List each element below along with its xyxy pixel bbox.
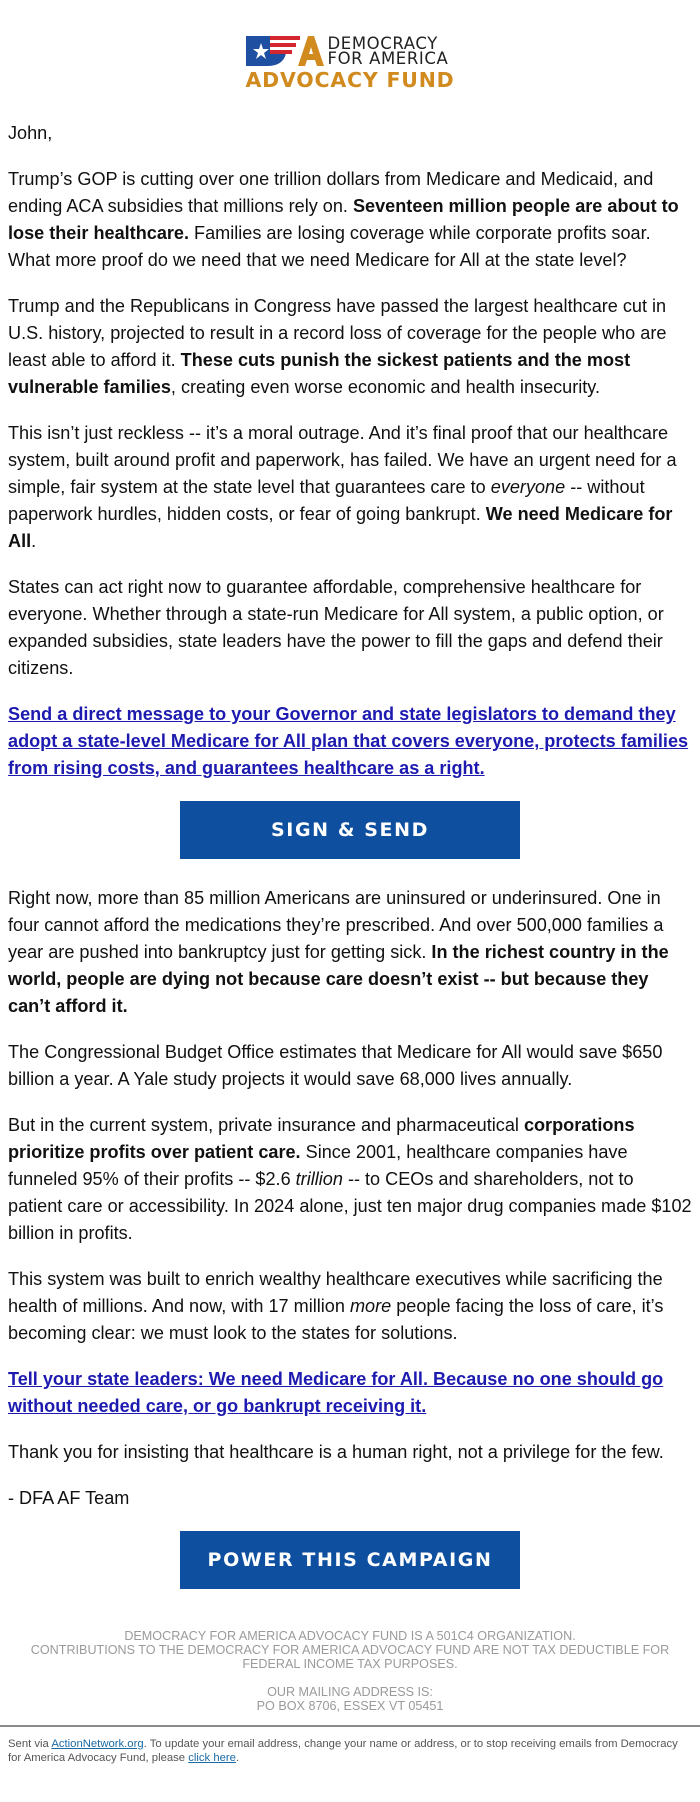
footer-legal: [0, 1629, 700, 1713]
tell-state-leaders-link[interactable]: Tell your state leaders: We need Medicare for All. Because no one should go without needed care, or go bankrupt receiving it.: [8, 1369, 664, 1416]
legal-not-deductible: CONTRIBUTIONS TO THE DEMOCRACY FOR AMERICA ADVOCACY FUND ARE NOT TAX DEDUCTIBLE FOR FEDERAL INCOME TAX PURPOSES.: [30, 1643, 670, 1671]
power-this-campaign-button[interactable]: POWER THIS CAMPAIGN: [180, 1531, 520, 1589]
bold-text: In the richest country in the world, people are dying not because care doesn’t exist -- but because they can’t afford it.: [8, 942, 669, 1016]
text: Since 2001, healthcare companies have funneled 95% of their profits -- $2.6: [8, 1142, 628, 1189]
text: , creating even worse economic and health insecurity.: [170, 377, 601, 397]
paragraph-corporations: [8, 1112, 692, 1247]
text: .: [31, 531, 37, 551]
bold-text: Seventeen million people are about to lose their healthcare.: [8, 196, 679, 243]
paragraph-states-can-act: States can act right now to guarantee affordable, comprehensive healthcare for everyone. Whether through a state-run Medicare for All system, a public option, or expanded subsidies, state leaders have the power to fill the gaps and defend their citizens.: [8, 577, 664, 678]
logo-line-for-america: FOR AMERICA: [327, 48, 449, 68]
text: Families are losing coverage while corporate profits soar. What more proof do we need that we need Medicare for All at the state level?: [8, 223, 651, 270]
mailing-address: PO BOX 8706, ESSEX VT 05451: [256, 1699, 444, 1713]
signature: - DFA AF Team: [8, 1488, 130, 1508]
bold-text: corporations prioritize profits over patient care.: [8, 1115, 635, 1162]
sign-and-send-button[interactable]: SIGN & SEND: [180, 801, 520, 859]
paragraph-thank-you: Thank you for insisting that healthcare is a human right, not a privilege for the few.: [8, 1442, 664, 1462]
italic-text: everyone: [490, 477, 566, 497]
actionnetwork-link[interactable]: ActionNetwork.org: [51, 1738, 144, 1750]
paragraph-system-built: [8, 1266, 692, 1347]
logo-line-advocacy-fund: ADVOCACY FUND: [245, 67, 455, 92]
dfa-flag-logo-icon: [246, 34, 324, 68]
text: Trump and the Republicans in Congress have passed the largest healthcare cut in U.S. history, projected to result in a record loss of coverage for the people who are least able to afford it.: [8, 296, 667, 370]
bold-text: We need Medicare for All: [8, 504, 673, 551]
text: -- to CEOs and shareholders, not to patient care or accessibility. In 2024 alone, just ten major drug companies made $102 billion in profits.: [8, 1169, 692, 1243]
email-body: [0, 120, 700, 1589]
paragraph-uninsured: [8, 885, 692, 1020]
dfa-logo[interactable]: [246, 34, 455, 91]
italic-text: trillion: [295, 1169, 343, 1189]
send-message-link[interactable]: Send a direct message to your Governor and state legislators to demand they adopt a state-level Medicare for All plan that covers everyone, protects families from rising costs, and guarantees healthcare as a right.: [8, 704, 689, 778]
text: This system was built to enrich wealthy healthcare executives while sacrificing the health of millions. And now, with 17 million: [8, 1269, 663, 1316]
cta-paragraph-2: [8, 1366, 692, 1420]
sent-via-notice: [0, 1727, 700, 1789]
text: But in the current system, private insurance and pharmaceutical: [8, 1115, 524, 1135]
power-campaign-row: [8, 1531, 692, 1589]
unsubscribe-click-here-link[interactable]: click here: [188, 1752, 236, 1764]
paragraph-largest-cut: [8, 293, 692, 401]
sign-send-row: [8, 801, 692, 859]
text: Trump’s GOP is cutting over one trillion dollars from Medicare and Medicaid, and ending ACA subsidies that millions rely on.: [8, 169, 654, 216]
text: Right now, more than 85 million Americans are uninsured or underinsured. One in four cannot afford the medications they’re prescribed. And over 500,000 families a year are pushed into bankruptcy just for getting sick.: [8, 888, 664, 962]
paragraph-cbo: The Congressional Budget Office estimates that Medicare for All would save $650 billion a year. A Yale study projects it would save 68,000 lives annually.: [8, 1042, 663, 1089]
greeting: John,: [8, 123, 53, 143]
text: This isn’t just reckless -- it’s a moral outrage. And it’s final proof that our healthcare system, built around profit and paperwork, has failed. We have an urgent need for a simple, fair system at the state level that guarantees care to: [8, 423, 677, 497]
paragraph-moral-outrage: [8, 420, 692, 555]
header: [0, 0, 700, 118]
text: -- without paperwork hurdles, hidden costs, or fear of going bankrupt.: [8, 477, 645, 524]
cta-paragraph-1: [8, 701, 692, 782]
logo-line-democracy: DEMOCRACY: [327, 33, 438, 53]
paragraph-gop-cuts: [8, 166, 692, 274]
bold-text: These cuts punish the sickest patients and the most vulnerable families: [8, 350, 631, 397]
italic-text: more: [349, 1296, 392, 1316]
text: people facing the loss of care, it’s becoming clear: we must look to the states for solutions.: [8, 1296, 664, 1343]
text: Sent via: [8, 1738, 52, 1750]
text: .: [235, 1752, 240, 1764]
text: . To update your email address, change your name or address, or to stop receiving emails from Democracy for America Advocacy Fund, please: [8, 1738, 678, 1764]
legal-501c4: DEMOCRACY FOR AMERICA ADVOCACY FUND IS A 501C4 ORGANIZATION.: [124, 1629, 576, 1643]
mailing-address-label: OUR MAILING ADDRESS IS:: [267, 1685, 433, 1699]
